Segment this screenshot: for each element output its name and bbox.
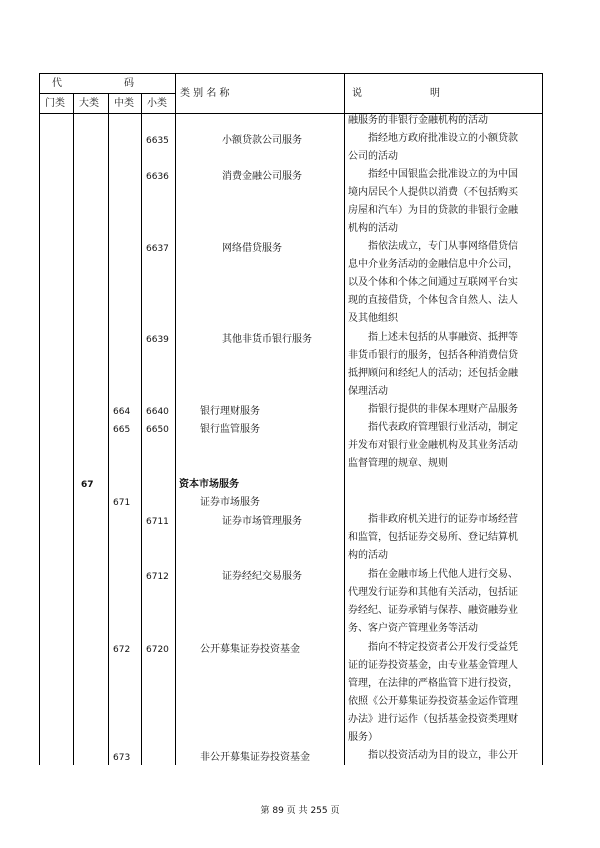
- category-name: 公开募集证券投资基金: [200, 644, 300, 655]
- header-code-label-1: 代: [52, 78, 62, 89]
- row-description: [348, 329, 535, 401]
- header-col-group: 中类: [114, 98, 134, 109]
- description-line: 以及个体和个体之间通过互联网平台实: [348, 277, 518, 288]
- class-code: 6636: [146, 172, 169, 182]
- category-name: 小额贷款公司服务: [222, 135, 302, 146]
- description-line: 融服务的非银行金融机构的活动: [348, 115, 488, 126]
- column-divider-class: [141, 93, 142, 765]
- header-col-name: 类 别 名 称: [180, 88, 230, 99]
- class-code: 6711: [146, 517, 169, 527]
- class-code: 6650: [146, 425, 169, 435]
- description-line: 办法》进行运作（包括基金投资类理财: [348, 714, 518, 725]
- description-line: 公司的活动: [348, 151, 398, 162]
- row-description: [348, 130, 535, 166]
- column-divider-group: [108, 93, 109, 765]
- category-name: 证券经纪交易服务: [222, 571, 302, 582]
- description-line: 指以投资活动为目的设立，非公开: [348, 750, 518, 761]
- description-line: 管理，在法律的严格监管下进行投资，: [348, 678, 518, 689]
- table-border-left: [39, 73, 40, 765]
- total-page-count: 255: [310, 806, 328, 816]
- table-border-right: [542, 73, 543, 765]
- category-name: 非公开募集证券投资基金: [200, 752, 310, 763]
- description-line: 并发布对银行业金融机构及其业务活动: [348, 440, 518, 451]
- description-line: 保理活动: [348, 386, 388, 397]
- description-line: 及其他组织: [348, 313, 398, 324]
- description-line: 指在金融市场上代他人进行交易、: [348, 569, 518, 580]
- column-divider-division: [73, 93, 74, 765]
- current-page-number: 89: [272, 806, 284, 816]
- row-description: [348, 747, 535, 765]
- class-code: 6635: [146, 136, 169, 146]
- footer-prefix: 第: [260, 806, 270, 816]
- description-line: 机构的活动: [348, 223, 398, 234]
- footer-suffix: 页: [330, 806, 340, 816]
- group-code: 673: [113, 753, 131, 763]
- description-line: 现的直接借贷，个体包含自然人、法人: [348, 295, 518, 306]
- description-line: 监督管理的规章、规则: [348, 458, 448, 469]
- row-description: [348, 639, 535, 747]
- description-line: 务、客户资产管理业务等活动: [348, 623, 478, 634]
- column-divider-desc: [344, 73, 345, 765]
- description-line: 抵押顾问和经纪人的活动；还包括金融: [348, 368, 518, 379]
- category-name: 证券市场管理服务: [222, 516, 302, 527]
- row-description: [348, 112, 535, 130]
- column-divider-name: [175, 73, 176, 765]
- description-line: 代理发行证券和其他有关活动，包括证: [348, 587, 518, 598]
- row-description: [348, 511, 535, 565]
- description-line: 构的活动: [348, 550, 388, 561]
- description-line: 息中介业务活动的金融信息中介公司，: [348, 259, 518, 270]
- class-code: 6639: [146, 335, 169, 345]
- description-line: 和监管，包括证券交易所、登记结算机: [348, 532, 518, 543]
- class-code: 6720: [146, 645, 169, 655]
- class-code: 6712: [146, 572, 169, 582]
- header-col-desc-1: 说: [352, 88, 362, 99]
- row-description: [348, 401, 535, 419]
- header-code-divider: [39, 93, 176, 94]
- description-line: 房屋和汽车）为目的贷款的非银行金融: [348, 205, 518, 216]
- group-code: 665: [113, 425, 131, 435]
- description-line: 境内居民个人提供以消费（不包括购买: [348, 187, 518, 198]
- class-code: 6640: [146, 407, 169, 417]
- group-code: 672: [113, 645, 131, 655]
- description-line: 指依法成立，专门从事网络借贷信: [348, 241, 518, 252]
- description-line: 指向不特定投资者公开发行受益凭: [348, 642, 518, 653]
- class-code: 6637: [146, 244, 169, 254]
- description-line: 依照《公开募集证券投资基金运作管理: [348, 696, 518, 707]
- group-code: 664: [113, 407, 131, 417]
- page-footer: [0, 803, 600, 816]
- footer-mid: 页 共: [286, 806, 308, 816]
- row-description: [348, 166, 535, 238]
- description-line: 券经纪、证券承销与保荐、融资融券业: [348, 605, 518, 616]
- header-code-label-2: 码: [124, 78, 134, 89]
- description-line: 指上述未包括的从事融资、抵押等: [348, 332, 518, 343]
- category-name: 消费金融公司服务: [222, 171, 302, 182]
- header-col-desc-2: 明: [430, 88, 440, 99]
- row-description: [348, 419, 535, 473]
- category-name: 银行理财服务: [200, 406, 260, 417]
- category-name: 其他非货币银行服务: [222, 334, 312, 345]
- table-border-top: [39, 73, 543, 74]
- header-col-section: 门类: [45, 98, 65, 109]
- description-line: 指非政府机关进行的证券市场经营: [348, 514, 518, 525]
- description-line: 指经中国银监会批准设立的为中国: [348, 169, 518, 180]
- description-line: 证的证券投资基金，由专业基金管理人: [348, 660, 518, 671]
- group-code: 671: [113, 498, 131, 508]
- header-col-division: 大类: [79, 98, 99, 109]
- group-name: 证券市场服务: [200, 497, 260, 508]
- division-name: 资本市场服务: [179, 479, 239, 490]
- row-description: [348, 238, 535, 328]
- description-line: 非货币银行的服务，包括各种消费信贷: [348, 350, 518, 361]
- row-description: [348, 566, 535, 638]
- description-line: 服务）: [348, 732, 378, 743]
- description-line: 指经地方政府批准设立的小额贷款: [348, 133, 518, 144]
- description-line: 指银行提供的非保本理财产品服务: [348, 404, 518, 415]
- category-name: 网络借贷服务: [222, 243, 282, 254]
- header-col-class: 小类: [147, 98, 167, 109]
- description-line: 指代表政府管理银行业活动，制定: [348, 422, 518, 433]
- category-name: 银行监管服务: [200, 424, 260, 435]
- division-code: 67: [81, 480, 94, 490]
